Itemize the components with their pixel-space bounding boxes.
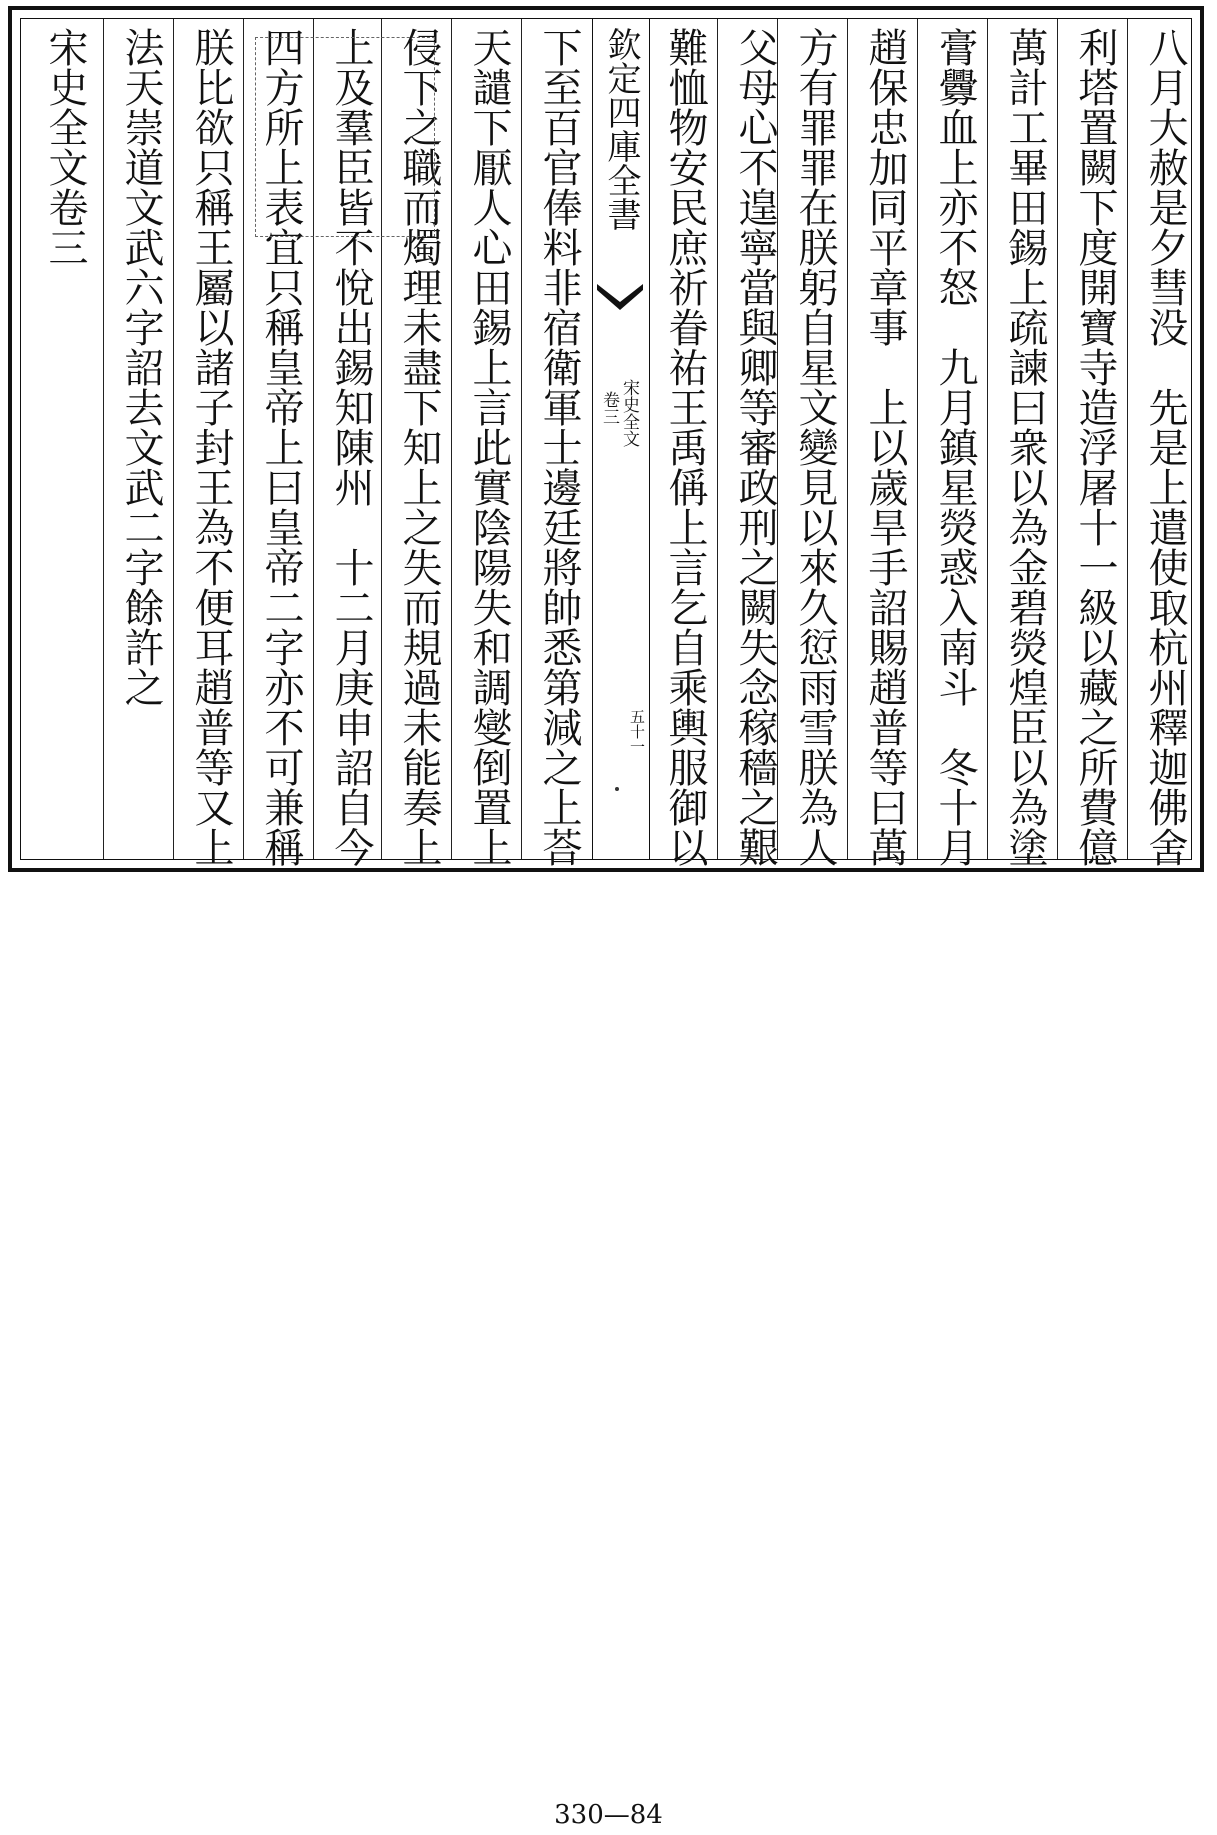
- column-text: 難恤物安民庶祈眷祐王禹偁上言乞自乘輿服御以: [662, 27, 708, 867]
- text-column-3: [991, 27, 1059, 867]
- text-column-15: [107, 27, 175, 851]
- text-column-6: [781, 27, 849, 867]
- text-column-7: [721, 27, 789, 867]
- text-column-16: [31, 27, 99, 851]
- margin-volume: 卷三: [599, 391, 619, 425]
- fishtail-mark-icon: [597, 284, 643, 324]
- text-frame: [20, 18, 1192, 867]
- margin-dot: [615, 787, 619, 791]
- column-text: 侵下之職而燭理未盡下知上之失而規過未能奏上: [396, 27, 442, 867]
- column-text: 八月大赦是夕彗没 先是上遣使取杭州釋迦佛舍: [1142, 27, 1188, 867]
- column-text: 四方所上表宜只稱皇帝上曰皇帝二字亦不可兼稱: [258, 27, 304, 867]
- text-column-10: [455, 27, 523, 867]
- column-text: 法天崇道文武六字詔去文武二字餘許之: [118, 27, 164, 707]
- column-text: 父母心不遑寧當與卿等審政刑之闕失念稼穡之艱: [732, 27, 778, 867]
- column-text: 上及羣臣皆不悅出錫知陳州 十二月庚申詔自今: [328, 27, 374, 867]
- margin-book-title: 宋史全文: [619, 379, 639, 447]
- text-column-9: [525, 27, 593, 867]
- column-text: 朕比欲只稱王屬以諸子封王為不便耳趙普等又上: [188, 27, 234, 867]
- column-text: 趙保忠加同平章事 上以歲旱手詔賜趙普等曰萬: [862, 27, 908, 867]
- column-text: 萬計工畢田錫上疏諫曰衆以為金碧熒煌臣以為塗: [1002, 27, 1048, 867]
- text-column-1: [1131, 27, 1199, 867]
- margin-page-number: 五十一: [628, 709, 646, 754]
- center-fold-margin: [592, 19, 650, 859]
- text-column-14: [177, 27, 245, 867]
- column-text: 宋史全文卷三: [42, 27, 88, 267]
- column-text: 天譴下厭人心田錫上言此實陰陽失和調燮倒置上: [466, 27, 512, 867]
- text-column-2: [1061, 27, 1129, 867]
- book-page: [8, 6, 1204, 872]
- column-text: 下至百官俸料非宿衛軍士邊廷將帥悉第減之上荅: [536, 27, 582, 867]
- faded-seal-stamp: [255, 37, 435, 237]
- column-rule: [103, 19, 104, 859]
- column-text: 方有罪罪在朕躬自星文變見以來久愆雨雪朕為人: [792, 27, 838, 867]
- text-column-8: [651, 27, 719, 867]
- text-column-5: [851, 27, 919, 867]
- text-column-4: [921, 27, 989, 867]
- column-text: 膏釁血上亦不怒 九月鎮星熒惑入南斗 冬十月: [932, 27, 978, 867]
- margin-title: 欽定四庫全書: [601, 27, 641, 231]
- page-footer-label: 330—84: [554, 1800, 663, 1830]
- column-text: 利塔置闕下度開寶寺造浮屠十一級以藏之所費億: [1072, 27, 1118, 867]
